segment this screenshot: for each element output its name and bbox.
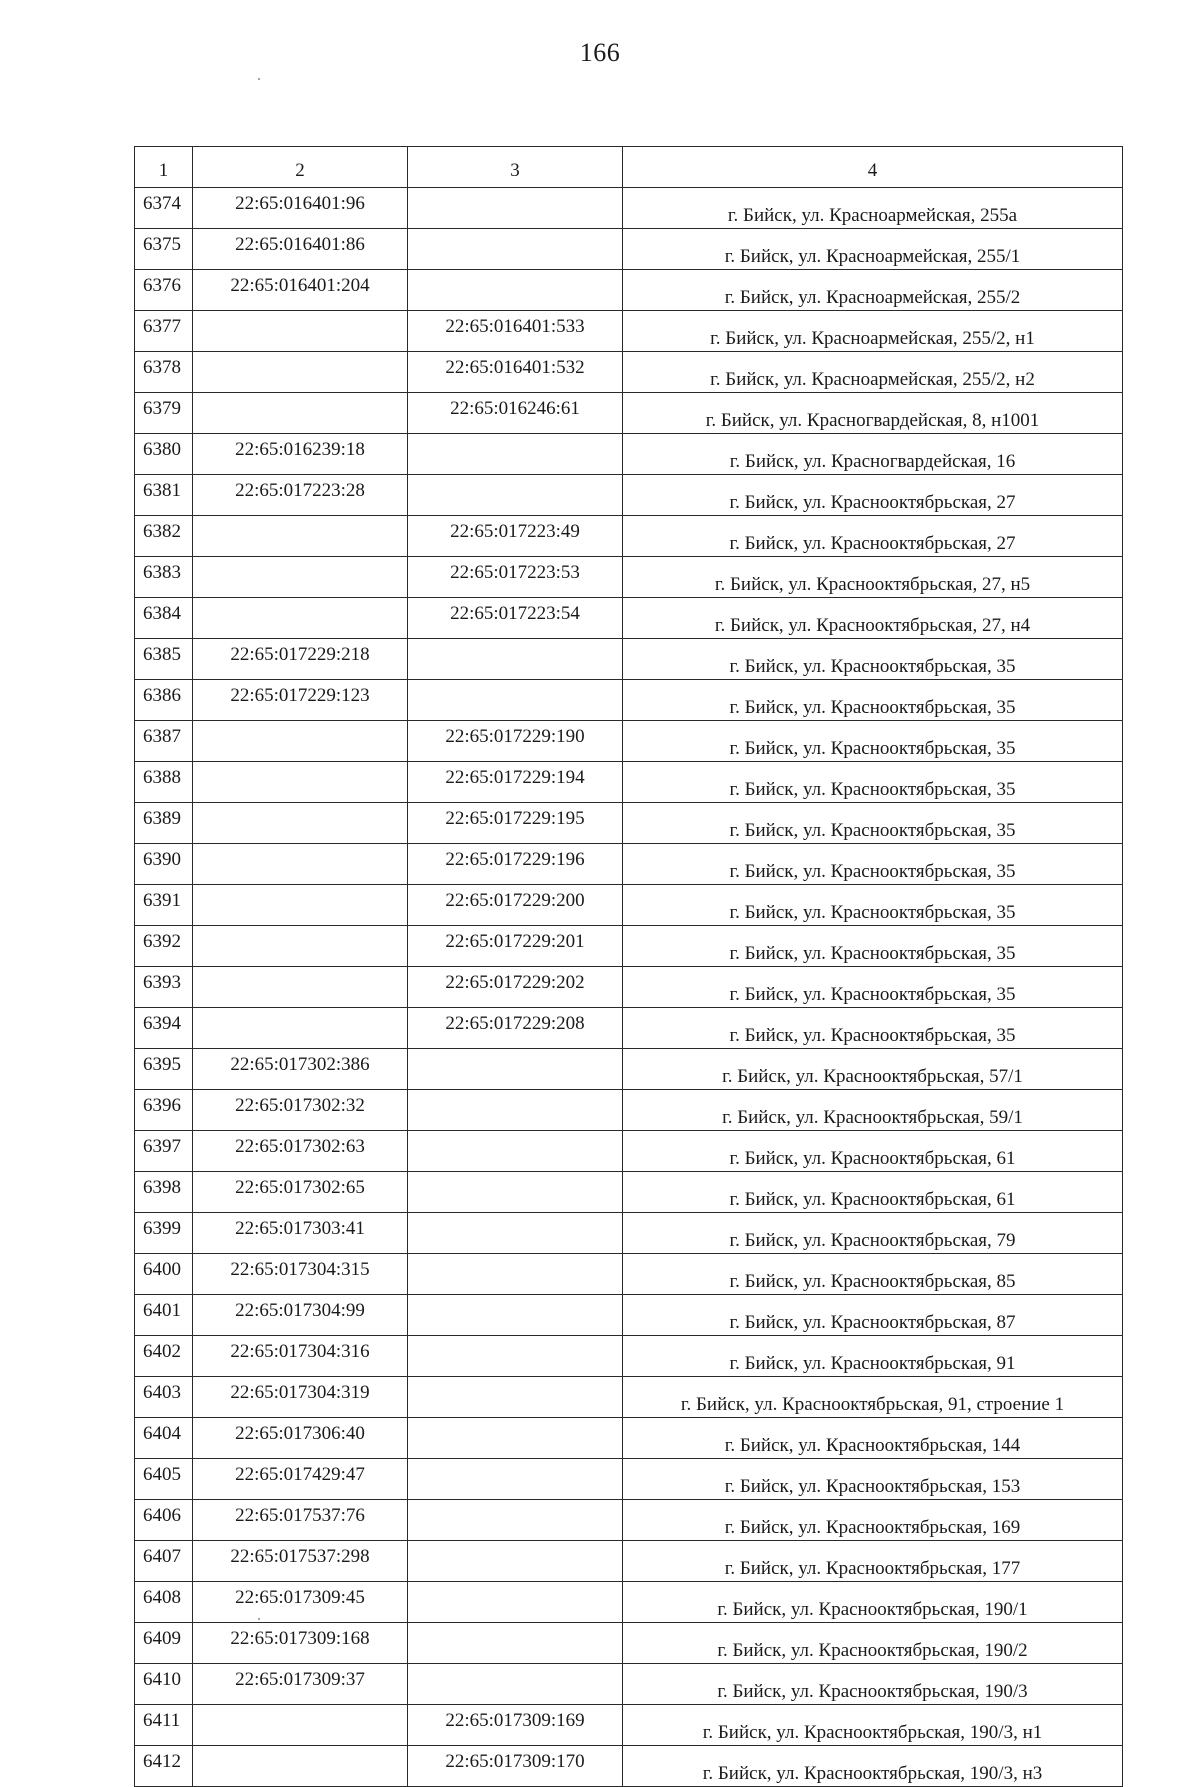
table-row bbox=[135, 1131, 1123, 1172]
row-number-cell: 6409 bbox=[135, 1623, 193, 1664]
cadastral-number-cell bbox=[193, 721, 408, 762]
row-number-cell: 6377 bbox=[135, 311, 193, 352]
cadastral-number-premises-cell bbox=[408, 475, 623, 516]
address-cell: г. Бийск, ул. Краснооктябрьская, 79 bbox=[623, 1213, 1123, 1254]
row-number-cell: 6389 bbox=[135, 803, 193, 844]
row-number-cell: 6402 bbox=[135, 1336, 193, 1377]
table-row bbox=[135, 516, 1123, 557]
cadastral-number-premises-cell bbox=[408, 639, 623, 680]
cadastral-number-premises-cell: 22:65:016401:532 bbox=[408, 352, 623, 393]
row-number-cell: 6401 bbox=[135, 1295, 193, 1336]
table-header-row bbox=[135, 147, 1123, 188]
row-number-cell: 6398 bbox=[135, 1172, 193, 1213]
cadastral-number-cell: 22:65:016401:96 bbox=[193, 188, 408, 229]
column-header-4: 4 bbox=[623, 147, 1123, 188]
cadastral-number-cell bbox=[193, 885, 408, 926]
table-row bbox=[135, 1008, 1123, 1049]
table-row bbox=[135, 967, 1123, 1008]
cadastral-number-cell: 22:65:017302:32 bbox=[193, 1090, 408, 1131]
address-cell: г. Бийск, ул. Краснооктябрьская, 35 bbox=[623, 1008, 1123, 1049]
address-cell: г. Бийск, ул. Краснооктябрьская, 144 bbox=[623, 1418, 1123, 1459]
row-number-cell: 6383 bbox=[135, 557, 193, 598]
cadastral-number-cell bbox=[193, 844, 408, 885]
cadastral-number-premises-cell: 22:65:016246:61 bbox=[408, 393, 623, 434]
address-cell: г. Бийск, ул. Краснооктябрьская, 27, н5 bbox=[623, 557, 1123, 598]
table-row bbox=[135, 1664, 1123, 1705]
address-cell: г. Бийск, ул. Краснооктябрьская, 57/1 bbox=[623, 1049, 1123, 1090]
row-number-cell: 6376 bbox=[135, 270, 193, 311]
table-row bbox=[135, 270, 1123, 311]
table-row bbox=[135, 1254, 1123, 1295]
cadastral-number-cell: 22:65:017309:45 bbox=[193, 1582, 408, 1623]
address-cell: г. Бийск, ул. Краснооктябрьская, 190/3 bbox=[623, 1664, 1123, 1705]
scan-speck bbox=[258, 78, 260, 80]
cadastral-number-premises-cell bbox=[408, 1213, 623, 1254]
cadastral-number-cell bbox=[193, 1008, 408, 1049]
table-row bbox=[135, 1213, 1123, 1254]
row-number-cell: 6405 bbox=[135, 1459, 193, 1500]
row-number-cell: 6384 bbox=[135, 598, 193, 639]
row-number-cell: 6378 bbox=[135, 352, 193, 393]
cadastral-number-premises-cell: 22:65:017229:208 bbox=[408, 1008, 623, 1049]
address-cell: г. Бийск, ул. Краснооктябрьская, 35 bbox=[623, 844, 1123, 885]
cadastral-number-cell: 22:65:017304:316 bbox=[193, 1336, 408, 1377]
address-cell: г. Бийск, ул. Краснооктябрьская, 35 bbox=[623, 639, 1123, 680]
table-row bbox=[135, 311, 1123, 352]
cadastral-number-premises-cell bbox=[408, 1500, 623, 1541]
table-row bbox=[135, 680, 1123, 721]
cadastral-number-cell bbox=[193, 557, 408, 598]
cadastral-number-cell bbox=[193, 926, 408, 967]
address-cell: г. Бийск, ул. Красноармейская, 255/2, н1 bbox=[623, 311, 1123, 352]
table-row bbox=[135, 1336, 1123, 1377]
address-cell: г. Бийск, ул. Краснооктябрьская, 35 bbox=[623, 926, 1123, 967]
row-number-cell: 6379 bbox=[135, 393, 193, 434]
table-row bbox=[135, 1377, 1123, 1418]
table-row bbox=[135, 1049, 1123, 1090]
cadastral-number-cell bbox=[193, 393, 408, 434]
cadastral-number-premises-cell bbox=[408, 188, 623, 229]
cadastral-number-cell bbox=[193, 598, 408, 639]
address-cell: г. Бийск, ул. Краснооктябрьская, 35 bbox=[623, 885, 1123, 926]
table-row bbox=[135, 885, 1123, 926]
cadastral-number-cell: 22:65:017302:65 bbox=[193, 1172, 408, 1213]
row-number-cell: 6382 bbox=[135, 516, 193, 557]
cadastral-number-cell: 22:65:017229:218 bbox=[193, 639, 408, 680]
table-row bbox=[135, 803, 1123, 844]
cadastral-number-premises-cell: 22:65:017309:169 bbox=[408, 1705, 623, 1746]
row-number-cell: 6391 bbox=[135, 885, 193, 926]
cadastral-number-premises-cell: 22:65:016401:533 bbox=[408, 311, 623, 352]
address-cell: г. Бийск, ул. Краснооктябрьская, 35 bbox=[623, 680, 1123, 721]
row-number-cell: 6390 bbox=[135, 844, 193, 885]
table-row bbox=[135, 721, 1123, 762]
cadastral-number-cell: 22:65:017304:319 bbox=[193, 1377, 408, 1418]
cadastral-number-cell bbox=[193, 803, 408, 844]
row-number-cell: 6404 bbox=[135, 1418, 193, 1459]
table-row bbox=[135, 598, 1123, 639]
cadastral-number-premises-cell: 22:65:017229:194 bbox=[408, 762, 623, 803]
cadastral-number-cell bbox=[193, 516, 408, 557]
address-cell: г. Бийск, ул. Краснооктябрьская, 59/1 bbox=[623, 1090, 1123, 1131]
cadastral-number-premises-cell bbox=[408, 229, 623, 270]
cadastral-number-cell: 22:65:017306:40 bbox=[193, 1418, 408, 1459]
cadastral-number-premises-cell bbox=[408, 1336, 623, 1377]
cadastral-number-cell bbox=[193, 352, 408, 393]
address-cell: г. Бийск, ул. Краснооктябрьская, 190/3, н1 bbox=[623, 1705, 1123, 1746]
table-row bbox=[135, 1500, 1123, 1541]
column-header-3: 3 bbox=[408, 147, 623, 188]
cadastral-number-premises-cell bbox=[408, 1664, 623, 1705]
table-row bbox=[135, 639, 1123, 680]
row-number-cell: 6408 bbox=[135, 1582, 193, 1623]
cadastral-number-cell: 22:65:017309:37 bbox=[193, 1664, 408, 1705]
row-number-cell: 6396 bbox=[135, 1090, 193, 1131]
address-cell: г. Бийск, ул. Красноармейская, 255а bbox=[623, 188, 1123, 229]
registry-table bbox=[134, 146, 1123, 1787]
address-cell: г. Бийск, ул. Краснооктябрьская, 87 bbox=[623, 1295, 1123, 1336]
cadastral-number-premises-cell: 22:65:017223:49 bbox=[408, 516, 623, 557]
address-cell: г. Бийск, ул. Краснооктябрьская, 190/1 bbox=[623, 1582, 1123, 1623]
cadastral-number-premises-cell bbox=[408, 1172, 623, 1213]
cadastral-number-cell: 22:65:017302:63 bbox=[193, 1131, 408, 1172]
cadastral-number-cell: 22:65:016401:204 bbox=[193, 270, 408, 311]
cadastral-number-premises-cell: 22:65:017223:53 bbox=[408, 557, 623, 598]
row-number-cell: 6400 bbox=[135, 1254, 193, 1295]
table-row bbox=[135, 1418, 1123, 1459]
cadastral-number-premises-cell bbox=[408, 1623, 623, 1664]
row-number-cell: 6407 bbox=[135, 1541, 193, 1582]
row-number-cell: 6395 bbox=[135, 1049, 193, 1090]
address-cell: г. Бийск, ул. Красноармейская, 255/2, н2 bbox=[623, 352, 1123, 393]
address-cell: г. Бийск, ул. Краснооктябрьская, 27 bbox=[623, 516, 1123, 557]
row-number-cell: 6385 bbox=[135, 639, 193, 680]
address-cell: г. Бийск, ул. Краснооктябрьская, 35 bbox=[623, 967, 1123, 1008]
cadastral-number-premises-cell: 22:65:017223:54 bbox=[408, 598, 623, 639]
cadastral-number-premises-cell: 22:65:017229:200 bbox=[408, 885, 623, 926]
address-cell: г. Бийск, ул. Краснооктябрьская, 35 bbox=[623, 803, 1123, 844]
row-number-cell: 6387 bbox=[135, 721, 193, 762]
cadastral-number-premises-cell bbox=[408, 1541, 623, 1582]
cadastral-number-cell: 22:65:017537:76 bbox=[193, 1500, 408, 1541]
table-row bbox=[135, 926, 1123, 967]
cadastral-number-premises-cell: 22:65:017229:202 bbox=[408, 967, 623, 1008]
table-row bbox=[135, 844, 1123, 885]
table-row bbox=[135, 475, 1123, 516]
address-cell: г. Бийск, ул. Краснооктябрьская, 169 bbox=[623, 1500, 1123, 1541]
table-row bbox=[135, 1623, 1123, 1664]
cadastral-number-cell bbox=[193, 762, 408, 803]
cadastral-number-cell: 22:65:017304:99 bbox=[193, 1295, 408, 1336]
table-row bbox=[135, 188, 1123, 229]
row-number-cell: 6392 bbox=[135, 926, 193, 967]
row-number-cell: 6393 bbox=[135, 967, 193, 1008]
cadastral-number-cell: 22:65:017309:168 bbox=[193, 1623, 408, 1664]
table-row bbox=[135, 434, 1123, 475]
cadastral-number-premises-cell bbox=[408, 1295, 623, 1336]
cadastral-number-premises-cell: 22:65:017229:190 bbox=[408, 721, 623, 762]
row-number-cell: 6386 bbox=[135, 680, 193, 721]
table-row bbox=[135, 1582, 1123, 1623]
scan-speck bbox=[258, 1618, 260, 1620]
address-cell: г. Бийск, ул. Краснооктябрьская, 91 bbox=[623, 1336, 1123, 1377]
cadastral-number-cell bbox=[193, 1705, 408, 1746]
row-number-cell: 6403 bbox=[135, 1377, 193, 1418]
cadastral-number-cell bbox=[193, 1746, 408, 1787]
table-row bbox=[135, 557, 1123, 598]
row-number-cell: 6406 bbox=[135, 1500, 193, 1541]
row-number-cell: 6410 bbox=[135, 1664, 193, 1705]
address-cell: г. Бийск, ул. Красногвардейская, 16 bbox=[623, 434, 1123, 475]
address-cell: г. Бийск, ул. Красногвардейская, 8, н1001 bbox=[623, 393, 1123, 434]
column-header-2: 2 bbox=[193, 147, 408, 188]
address-cell: г. Бийск, ул. Краснооктябрьская, 153 bbox=[623, 1459, 1123, 1500]
address-cell: г. Бийск, ул. Краснооктябрьская, 190/2 bbox=[623, 1623, 1123, 1664]
registry-table-body bbox=[135, 147, 1123, 1787]
table-row bbox=[135, 1172, 1123, 1213]
cadastral-number-cell: 22:65:017303:41 bbox=[193, 1213, 408, 1254]
cadastral-number-premises-cell bbox=[408, 1254, 623, 1295]
table-row bbox=[135, 1459, 1123, 1500]
cadastral-number-premises-cell bbox=[408, 1090, 623, 1131]
address-cell: г. Бийск, ул. Краснооктябрьская, 35 bbox=[623, 721, 1123, 762]
table-row bbox=[135, 762, 1123, 803]
cadastral-number-premises-cell bbox=[408, 680, 623, 721]
cadastral-number-cell bbox=[193, 311, 408, 352]
table-row bbox=[135, 229, 1123, 270]
cadastral-number-cell: 22:65:017302:386 bbox=[193, 1049, 408, 1090]
row-number-cell: 6381 bbox=[135, 475, 193, 516]
cadastral-number-premises-cell bbox=[408, 1377, 623, 1418]
address-cell: г. Бийск, ул. Краснооктябрьская, 61 bbox=[623, 1131, 1123, 1172]
cadastral-number-cell: 22:65:017429:47 bbox=[193, 1459, 408, 1500]
cadastral-number-premises-cell bbox=[408, 434, 623, 475]
row-number-cell: 6375 bbox=[135, 229, 193, 270]
cadastral-number-cell: 22:65:016401:86 bbox=[193, 229, 408, 270]
address-cell: г. Бийск, ул. Краснооктябрьская, 91, строение 1 bbox=[623, 1377, 1123, 1418]
address-cell: г. Бийск, ул. Красноармейская, 255/2 bbox=[623, 270, 1123, 311]
cadastral-number-premises-cell: 22:65:017309:170 bbox=[408, 1746, 623, 1787]
cadastral-number-cell: 22:65:017304:315 bbox=[193, 1254, 408, 1295]
cadastral-number-premises-cell: 22:65:017229:201 bbox=[408, 926, 623, 967]
table-row bbox=[135, 1295, 1123, 1336]
cadastral-number-cell bbox=[193, 967, 408, 1008]
row-number-cell: 6397 bbox=[135, 1131, 193, 1172]
address-cell: г. Бийск, ул. Краснооктябрьская, 177 bbox=[623, 1541, 1123, 1582]
cadastral-number-premises-cell: 22:65:017229:195 bbox=[408, 803, 623, 844]
address-cell: г. Бийск, ул. Красноармейская, 255/1 bbox=[623, 229, 1123, 270]
row-number-cell: 6388 bbox=[135, 762, 193, 803]
cadastral-number-premises-cell bbox=[408, 1131, 623, 1172]
address-cell: г. Бийск, ул. Краснооктябрьская, 27, н4 bbox=[623, 598, 1123, 639]
row-number-cell: 6394 bbox=[135, 1008, 193, 1049]
table-row bbox=[135, 1090, 1123, 1131]
address-cell: г. Бийск, ул. Краснооктябрьская, 27 bbox=[623, 475, 1123, 516]
row-number-cell: 6399 bbox=[135, 1213, 193, 1254]
cadastral-number-cell: 22:65:017537:298 bbox=[193, 1541, 408, 1582]
table-row bbox=[135, 393, 1123, 434]
cadastral-number-premises-cell bbox=[408, 1582, 623, 1623]
table-row bbox=[135, 1746, 1123, 1787]
cadastral-number-cell: 22:65:016239:18 bbox=[193, 434, 408, 475]
column-header-1: 1 bbox=[135, 147, 193, 188]
address-cell: г. Бийск, ул. Краснооктябрьская, 85 bbox=[623, 1254, 1123, 1295]
address-cell: г. Бийск, ул. Краснооктябрьская, 190/3, н3 bbox=[623, 1746, 1123, 1787]
table-row bbox=[135, 1541, 1123, 1582]
cadastral-number-cell: 22:65:017229:123 bbox=[193, 680, 408, 721]
cadastral-number-premises-cell bbox=[408, 1459, 623, 1500]
row-number-cell: 6380 bbox=[135, 434, 193, 475]
cadastral-number-premises-cell bbox=[408, 270, 623, 311]
row-number-cell: 6374 bbox=[135, 188, 193, 229]
row-number-cell: 6411 bbox=[135, 1705, 193, 1746]
address-cell: г. Бийск, ул. Краснооктябрьская, 35 bbox=[623, 762, 1123, 803]
cadastral-number-premises-cell bbox=[408, 1049, 623, 1090]
cadastral-number-cell: 22:65:017223:28 bbox=[193, 475, 408, 516]
row-number-cell: 6412 bbox=[135, 1746, 193, 1787]
table-row bbox=[135, 352, 1123, 393]
cadastral-number-premises-cell bbox=[408, 1418, 623, 1459]
cadastral-number-premises-cell: 22:65:017229:196 bbox=[408, 844, 623, 885]
address-cell: г. Бийск, ул. Краснооктябрьская, 61 bbox=[623, 1172, 1123, 1213]
table-row bbox=[135, 1705, 1123, 1746]
page-number: 166 bbox=[579, 38, 621, 67]
